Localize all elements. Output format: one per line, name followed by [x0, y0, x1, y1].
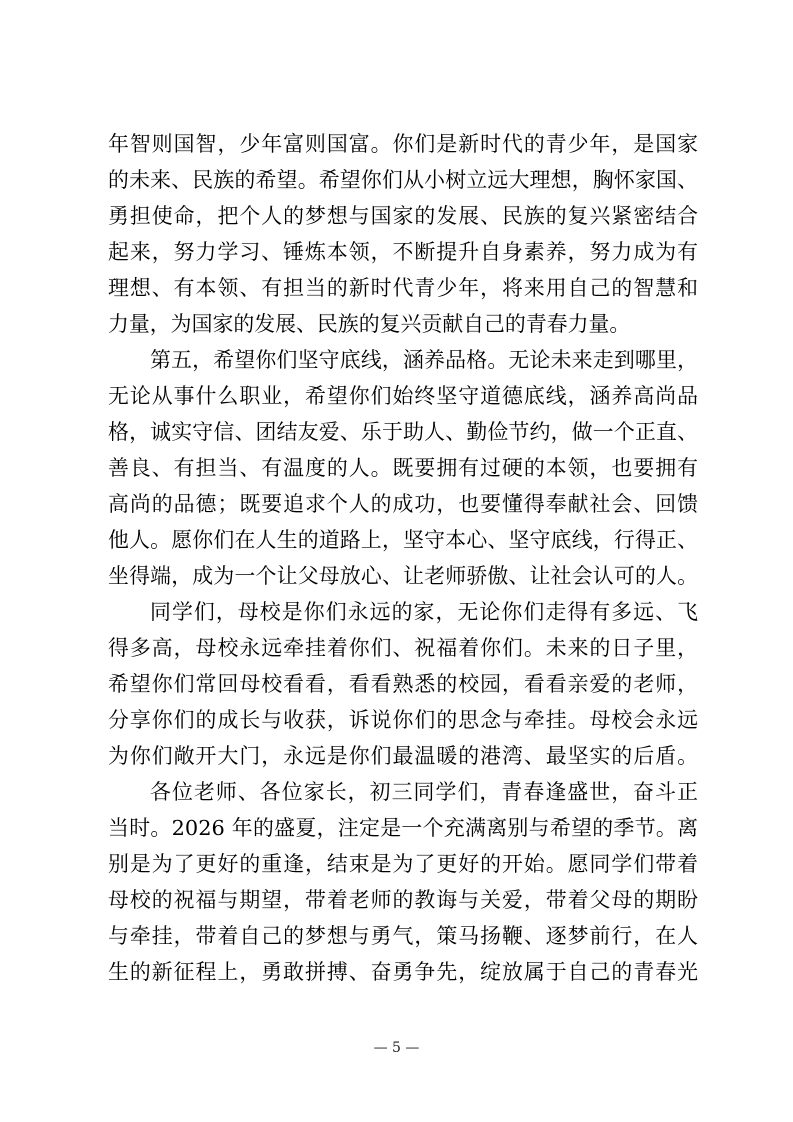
paragraph-first-line: 同学们，母校是你们永远的家，无论你们走得有多远、飞 [150, 600, 698, 624]
text-line: 格，诚实守信、团结友爱、乐于助人、勤俭节约，做一个正直、 [108, 420, 698, 444]
text-line: 他人。愿你们在人生的道路上，坚守本心、坚守底线，行得正、 [108, 528, 698, 552]
page-number: — 5 — [373, 1040, 420, 1056]
text-line: 为你们敞开大门，永远是你们最温暖的港湾、最坚实的后盾。 [108, 744, 698, 768]
text-line: 希望你们常回母校看看，看看熟悉的校园，看看亲爱的老师， [108, 672, 698, 696]
text-line: 无论从事什么职业，希望你们始终坚守道德底线，涵养高尚品 [108, 384, 698, 408]
text-line: 得多高，母校永远牵挂着你们、祝福着你们。未来的日子里， [108, 636, 698, 660]
text-line: 善良、有担当、有温度的人。既要拥有过硬的本领，也要拥有 [108, 456, 698, 480]
text-line: 起来，努力学习、锤炼本领，不断提升自身素养，努力成为有 [108, 240, 698, 264]
text-line: 高尚的品德；既要追求个人的成功，也要懂得奉献社会、回馈 [108, 492, 698, 516]
text-line: 理想、有本领、有担当的新时代青少年，将来用自己的智慧和 [108, 276, 698, 300]
paragraph-first-line: 第五，希望你们坚守底线，涵养品格。无论未来走到哪里， [150, 348, 698, 372]
text-line: 别是为了更好的重逢，结束是为了更好的开始。愿同学们带着 [108, 852, 698, 876]
paragraph-first-line: 各位老师、各位家长，初三同学们，青春逢盛世，奋斗正 [150, 780, 698, 804]
text-line: 的未来、民族的希望。希望你们从小树立远大理想，胸怀家国、 [108, 168, 698, 192]
text-line: 生的新征程上，勇敢拼搏、奋勇争先，绽放属于自己的青春光 [108, 960, 698, 984]
text-line: 当时。2026 年的盛夏，注定是一个充满离别与希望的季节。离 [108, 816, 698, 840]
text-line: 力量，为国家的发展、民族的复兴贡献自己的青春力量。 [108, 312, 631, 336]
text-line: 与牵挂，带着自己的梦想与勇气，策马扬鞭、逐梦前行，在人 [108, 924, 698, 948]
text-line: 年智则国智，少年富则国富。你们是新时代的青少年，是国家 [108, 132, 698, 156]
text-line: 分享你们的成长与收获，诉说你们的思念与牵挂。母校会永远 [108, 708, 698, 732]
text-line: 母校的祝福与期望，带着老师的教诲与关爱，带着父母的期盼 [108, 888, 698, 912]
text-line: 坐得端，成为一个让父母放心、让老师骄傲、让社会认可的人。 [108, 564, 698, 588]
text-line: 勇担使命，把个人的梦想与国家的发展、民族的复兴紧密结合 [108, 204, 698, 228]
